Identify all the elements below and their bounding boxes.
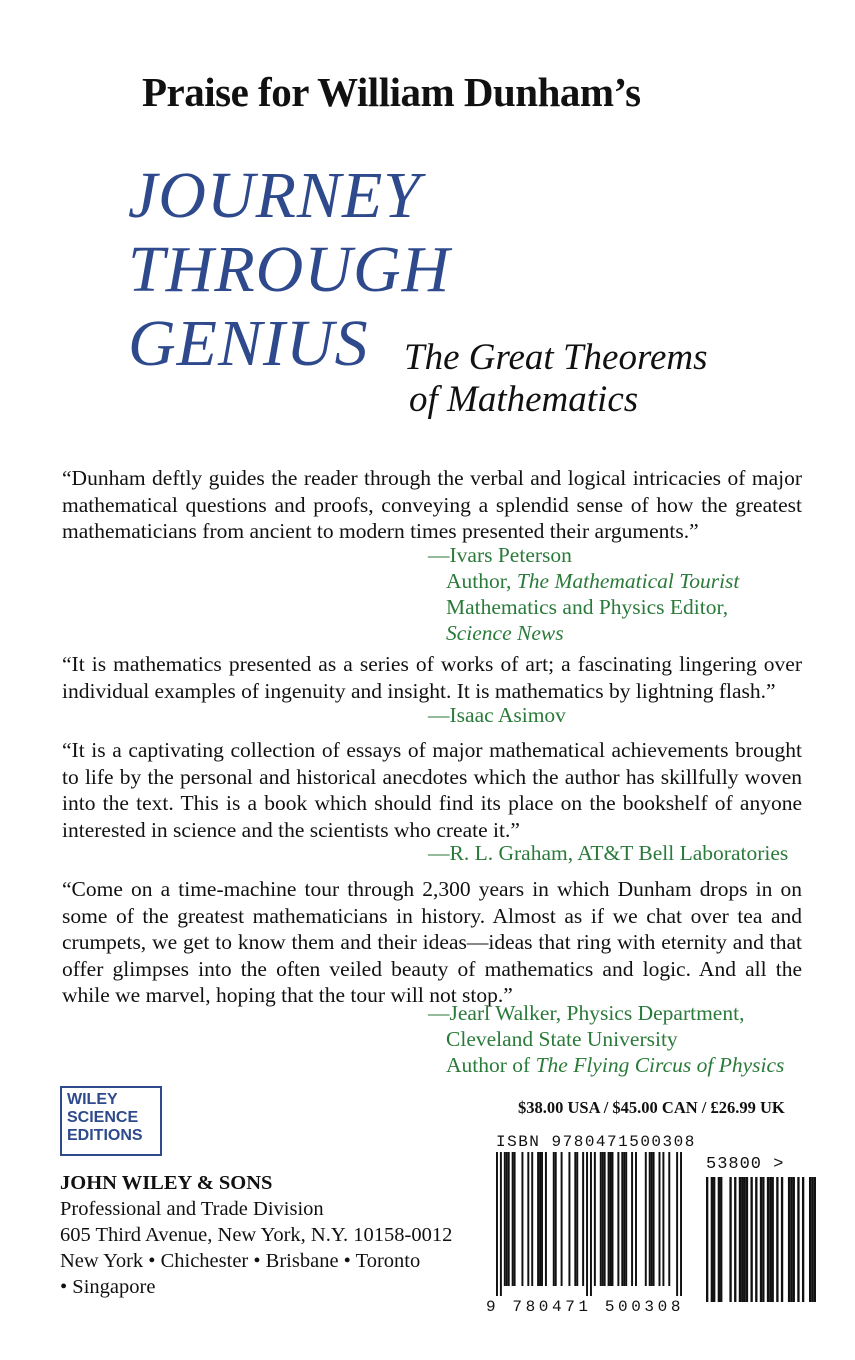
- publisher-block: [60, 1170, 452, 1300]
- book-subtitle-line-1: The Great Theorems: [404, 337, 708, 378]
- barcode-bar: [769, 1177, 771, 1302]
- barcode-bar: [527, 1152, 529, 1286]
- attribution-walker: [428, 1000, 784, 1078]
- book-title-line-3: GENIUS: [128, 307, 369, 380]
- barcode-bar: [508, 1152, 510, 1286]
- addon-barcode-icon: [706, 1177, 816, 1302]
- attribution-author-prefix: Author of: [446, 1053, 536, 1077]
- publisher-name: JOHN WILEY & SONS: [60, 1172, 273, 1194]
- barcode-bar: [568, 1152, 570, 1286]
- barcode-bar: [750, 1177, 752, 1302]
- barcode-bar: [739, 1177, 741, 1302]
- wiley-science-editions-logo: [60, 1086, 162, 1156]
- publisher-cities-cont: • Singapore: [60, 1276, 156, 1298]
- isbn-label: ISBN 9780471500308: [496, 1133, 696, 1151]
- barcode-bar: [625, 1152, 627, 1286]
- barcode-bar: [760, 1177, 762, 1302]
- barcode-bar: [772, 1177, 774, 1302]
- barcode-bar: [561, 1152, 563, 1286]
- barcode-bar: [574, 1152, 576, 1286]
- book-title-line-1: JOURNEY: [128, 159, 421, 232]
- barcode-bar: [814, 1177, 816, 1302]
- barcode-bar: [586, 1152, 588, 1296]
- barcode-bar: [590, 1152, 592, 1296]
- logo-line-1: WILEY: [67, 1091, 118, 1108]
- barcode-bar: [790, 1177, 792, 1302]
- barcode-bar: [711, 1177, 713, 1302]
- barcode-bar: [582, 1152, 584, 1286]
- barcode-bar: [793, 1177, 795, 1302]
- barcode-bar: [602, 1152, 604, 1286]
- publisher-cities: New York • Chichester • Brisbane • Toronto: [60, 1250, 421, 1272]
- attribution-author-line: [428, 568, 739, 594]
- barcode-bar: [512, 1152, 514, 1286]
- barcode-bar: [776, 1177, 778, 1302]
- barcode-bar: [506, 1152, 508, 1286]
- barcode-bar: [612, 1152, 614, 1286]
- barcode-bar: [659, 1152, 661, 1286]
- barcode-bar: [651, 1152, 653, 1286]
- barcode-bar: [504, 1152, 506, 1286]
- publisher-address: 605 Third Avenue, New York, N.Y. 10158-0012: [60, 1224, 453, 1246]
- barcode-bar: [680, 1152, 682, 1296]
- barcode-bar: [720, 1177, 722, 1302]
- quote-graham: “It is a captivating collection of essays of major mathematical achievements brought to life by the personal and historical anecdotes which the author has skillfully woven into the text. This is a book which should find its place on the bookshelf of anyone interested in science and the scientists who create it.”: [62, 738, 802, 842]
- barcode-bar: [635, 1152, 637, 1286]
- quote-peterson: “Dunham deftly guides the reader through the verbal and logical intricacies of major mathematical questions and proofs, conveying a splendid sense of how the greatest mathematicians from ancient to modern times presented their arguments.”: [62, 466, 802, 543]
- barcode-bar: [531, 1152, 533, 1286]
- barcode-bar: [662, 1152, 664, 1286]
- barcode-bar: [706, 1177, 708, 1302]
- quote-walker: “Come on a time-machine tour through 2,300 years in which Dunham drops in on some of the greatest mathematicians in history. Almost as if we chat over tea and crumpets, we get to know them and their ideas—ideas that ring with eternity and that offer glimpses into the often veiled beauty of mathematics and logic. And all the while we marvel, hoping that the tour will not stop.”: [62, 877, 802, 1007]
- attribution-author-line: [428, 1052, 784, 1078]
- barcode-bar: [781, 1177, 783, 1302]
- barcode-bar: [521, 1152, 523, 1286]
- barcode-bar: [802, 1177, 804, 1302]
- barcode-bar: [645, 1152, 647, 1286]
- ean-barcode-icon: [496, 1152, 682, 1296]
- attribution-book-title: The Mathematical Tourist: [516, 569, 740, 593]
- attribution-role: Mathematics and Physics Editor,: [446, 595, 729, 619]
- barcode-bar: [811, 1177, 813, 1302]
- barcode-bar: [553, 1152, 555, 1286]
- barcode-bar: [621, 1152, 623, 1286]
- barcode-bar: [500, 1152, 502, 1296]
- barcode-bar: [576, 1152, 578, 1286]
- barcode-bar: [617, 1152, 619, 1286]
- barcode-bar: [496, 1152, 498, 1296]
- barcode-bar: [610, 1152, 612, 1286]
- barcode-bar: [668, 1152, 670, 1286]
- logo-line-2: SCIENCE: [67, 1109, 139, 1126]
- attribution-name: —Jearl Walker, Physics Department,: [428, 1001, 745, 1025]
- publisher-division: Professional and Trade Division: [60, 1198, 324, 1220]
- price-line: $38.00 USA / $45.00 CAN / £26.99 UK: [518, 1098, 785, 1117]
- barcode-bar: [676, 1152, 678, 1296]
- barcode-bar: [555, 1152, 557, 1286]
- barcode-bar: [594, 1152, 596, 1286]
- logo-line-3: EDITIONS: [67, 1127, 143, 1144]
- attribution-affiliation: Cleveland State University: [446, 1027, 678, 1051]
- barcode-bar: [623, 1152, 625, 1286]
- attribution-book-title: The Flying Circus of Physics: [535, 1053, 785, 1077]
- barcode-bar: [809, 1177, 811, 1302]
- book-subtitle-line-2: of Mathematics: [409, 379, 639, 420]
- barcode-bar: [541, 1152, 543, 1286]
- attribution-asimov: —Isaac Asimov: [428, 703, 566, 727]
- barcode-bar: [762, 1177, 764, 1302]
- attribution-name: —Ivars Peterson: [428, 543, 572, 567]
- barcode-bar: [741, 1177, 743, 1302]
- book-title-line-2: THROUGH: [128, 233, 451, 306]
- barcode-bar: [604, 1152, 606, 1286]
- barcode-bar: [649, 1152, 651, 1286]
- attribution-publication: Science News: [446, 621, 564, 645]
- barcode-bar: [653, 1152, 655, 1286]
- barcode-bar: [755, 1177, 757, 1302]
- praise-heading: Praise for William Dunham’s: [142, 69, 641, 115]
- barcode-bar: [743, 1177, 745, 1302]
- barcode-bar: [767, 1177, 769, 1302]
- barcode-bar: [600, 1152, 602, 1286]
- barcode-bar: [718, 1177, 720, 1302]
- barcode-bar: [788, 1177, 790, 1302]
- barcode-bar: [514, 1152, 516, 1286]
- barcode-bar: [713, 1177, 715, 1302]
- barcode-bar: [539, 1152, 541, 1286]
- attribution-peterson: [428, 542, 739, 646]
- quote-asimov: “It is mathematics presented as a series of works of art; a fascinating lingering over individual examples of ingenuity and insight. It is mathematics by lightning flash.”: [62, 652, 802, 703]
- barcode-bar: [729, 1177, 731, 1302]
- barcode-bar: [545, 1152, 547, 1286]
- barcode-bar: [537, 1152, 539, 1286]
- barcode-bar: [631, 1152, 633, 1286]
- barcode-bar: [797, 1177, 799, 1302]
- isbn-digits: 9 780471 500308: [486, 1298, 685, 1316]
- barcode-bar: [746, 1177, 748, 1302]
- price-addon-label: 53800 >: [706, 1155, 785, 1174]
- attribution-graham: —R. L. Graham, AT&T Bell Laboratories: [428, 841, 789, 865]
- barcode-bar: [734, 1177, 736, 1302]
- barcode-bar: [608, 1152, 610, 1286]
- attribution-author-prefix: Author,: [446, 569, 517, 593]
